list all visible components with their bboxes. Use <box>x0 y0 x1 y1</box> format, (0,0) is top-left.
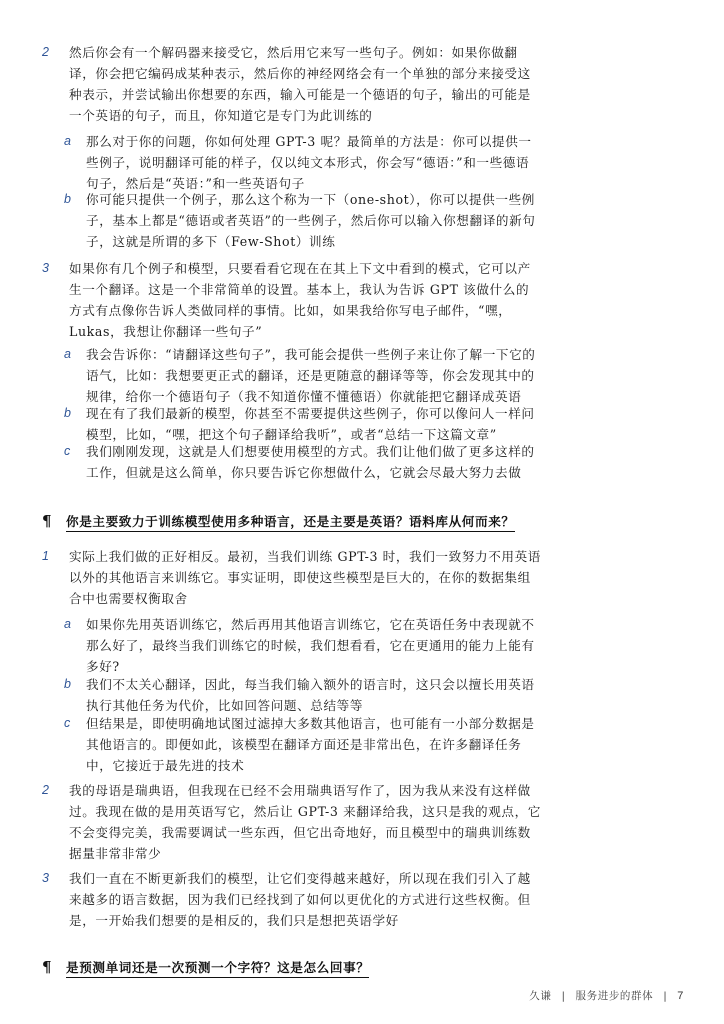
list-number: 1 <box>42 549 50 563</box>
list-item <box>42 546 542 609</box>
sub-list-text: 现在有了我们最新的模型，你甚至不需要提供这些例子，你可以像问人一样问模型，比如，“嘿，把这个句子翻译给我听”，或者“总结一下这篇文章” <box>86 406 535 442</box>
sub-list-label: a <box>64 617 72 631</box>
sub-list-label: a <box>64 134 72 148</box>
sub-list-text: 你可能只提供一个例子，那么这个称为一下（one-shot），你可以提供一些例子，基本上都是“德语或者英语”的一些例子，然后你可以输入你想翻译的新句子，这就是所谓的多下（Few-Shot）训练 <box>86 192 536 249</box>
sub-list-label: b <box>64 192 72 206</box>
sub-list-item <box>64 674 542 716</box>
list-number: 3 <box>42 871 50 885</box>
sub-list-item <box>64 403 542 445</box>
list-item <box>42 258 542 342</box>
sub-list-item <box>64 131 542 194</box>
sub-list-label: c <box>64 444 71 458</box>
pilcrow-icon: ¶ <box>42 512 53 530</box>
list-item-text: 实际上我们做的正好相反。最初，当我们训练 GPT-3 时，我们一致努力不用英语以外的其他语言来训练它。事实证明，即使这些模型是巨大的，在你的数据集组合中也需要权衡取舍 <box>69 549 541 606</box>
pilcrow-icon: ¶ <box>42 958 53 976</box>
list-number: 2 <box>42 45 50 59</box>
list-item <box>42 780 542 864</box>
sub-list-text: 我们刚刚发现，这就是人们想要使用模型的方式。我们让他们做了更多这样的工作，但就是这么简单，你只要告诉它你想做什么，它就会尽最大努力去做 <box>86 444 535 480</box>
sub-list-item <box>64 713 542 776</box>
section-heading <box>42 511 515 532</box>
sub-list-label: a <box>64 347 72 361</box>
sub-list-item <box>64 614 542 677</box>
sub-list-text: 我们不太关心翻译，因此，每当我们输入额外的语言时，这只会以擅长用英语执行其他任务为代价，比如回答问题、总结等等 <box>86 677 535 713</box>
list-number: 2 <box>42 783 50 797</box>
sub-list-text: 但结果是，即使明确地试图过滤掉大多数其他语言，也可能有一小部分数据是其他语言的。即便如此，该模型在翻译方面还是非常出色，在许多翻译任务中，它接近于最先进的技术 <box>86 716 535 773</box>
list-item <box>42 868 542 931</box>
list-item <box>42 42 542 126</box>
sub-list-text: 我会告诉你：“请翻译这些句子”，我可能会提供一些例子来让你了解一下它的语气，比如：我想要更正式的翻译，还是更随意的翻译等等，你会发现其中的规律，给你一个德语句子（我不知道你懂不懂德语）你就能把它翻译成英语 <box>86 347 536 404</box>
footer-tagline: 服务进步的群体 <box>575 990 654 1002</box>
footer-separator: | <box>663 990 668 1002</box>
sub-list-text: 如果你先用英语训练它，然后再用其他语言训练它，它在英语任务中表现就不那么好了，最终当我们训练它的时候，我们想看看，它在更通用的能力上能有多好? <box>86 617 535 674</box>
list-number: 3 <box>42 261 50 275</box>
list-item-text: 然后你会有一个解码器来接受它，然后用它来写一些句子。例如：如果你做翻译，你会把它编码成某种表示，然后你的神经网络会有一个单独的部分来接受这种表示，并尝试输出你想要的东西，输入可能是一个德语的句子，输出的可能是一个英语的句子，而且，你知道它是专门为此训练的 <box>69 45 531 123</box>
heading-text: 是预测单词还是一次预测一个字符？这是怎么回事？ <box>66 957 369 978</box>
page-footer <box>529 988 684 1003</box>
sub-list-item <box>64 189 542 252</box>
page-number: 7 <box>677 990 684 1002</box>
list-item-text: 如果你有几个例子和模型，只要看看它现在在其上下文中看到的模式，它可以产生一个翻译。这是一个非常简单的设置。基本上，我认为告诉 GPT 该做什么的方式有点像你告诉人类做同样的事情。比如，如果我给你写电子邮件，“嘿，Lukas，我想让你翻译一些句子” <box>69 261 531 339</box>
sub-list-text: 那么对于你的问题，你如何处理 GPT-3 呢？最简单的方法是：你可以提供一些例子，说明翻译可能的样子，仅以纯文本形式，你会写“德语：”和一些德语句子，然后是“英语：”和一些英语句子 <box>86 134 532 191</box>
sub-list-label: b <box>64 406 72 420</box>
footer-org: 久谦 <box>529 990 552 1002</box>
list-item-text: 我的母语是瑞典语，但我现在已经不会用瑞典语写作了，因为我从来没有这样做过。我现在做的是用英语写它，然后让 GPT-3 来翻译给我，这只是我的观点，它不会变得完美，我需要调试一些东西，但它出奇地好，而且模型中的瑞典训练数据量非常非常少 <box>69 783 541 861</box>
footer-separator: | <box>561 990 566 1002</box>
sub-list-item <box>64 441 542 483</box>
sub-list-label: b <box>64 677 72 691</box>
heading-text: 你是主要致力于训练模型使用多种语言，还是主要是英语？语料库从何而来？ <box>66 511 515 532</box>
section-heading <box>42 957 369 978</box>
list-item-text: 我们一直在不断更新我们的模型，让它们变得越来越好，所以现在我们引入了越来越多的语言数据，因为我们已经找到了如何以更优化的方式进行这些权衡。但是，一开始我们想要的是相反的，我们只是想把英语学好 <box>69 871 531 928</box>
sub-list-item <box>64 344 542 407</box>
sub-list-label: c <box>64 716 71 730</box>
